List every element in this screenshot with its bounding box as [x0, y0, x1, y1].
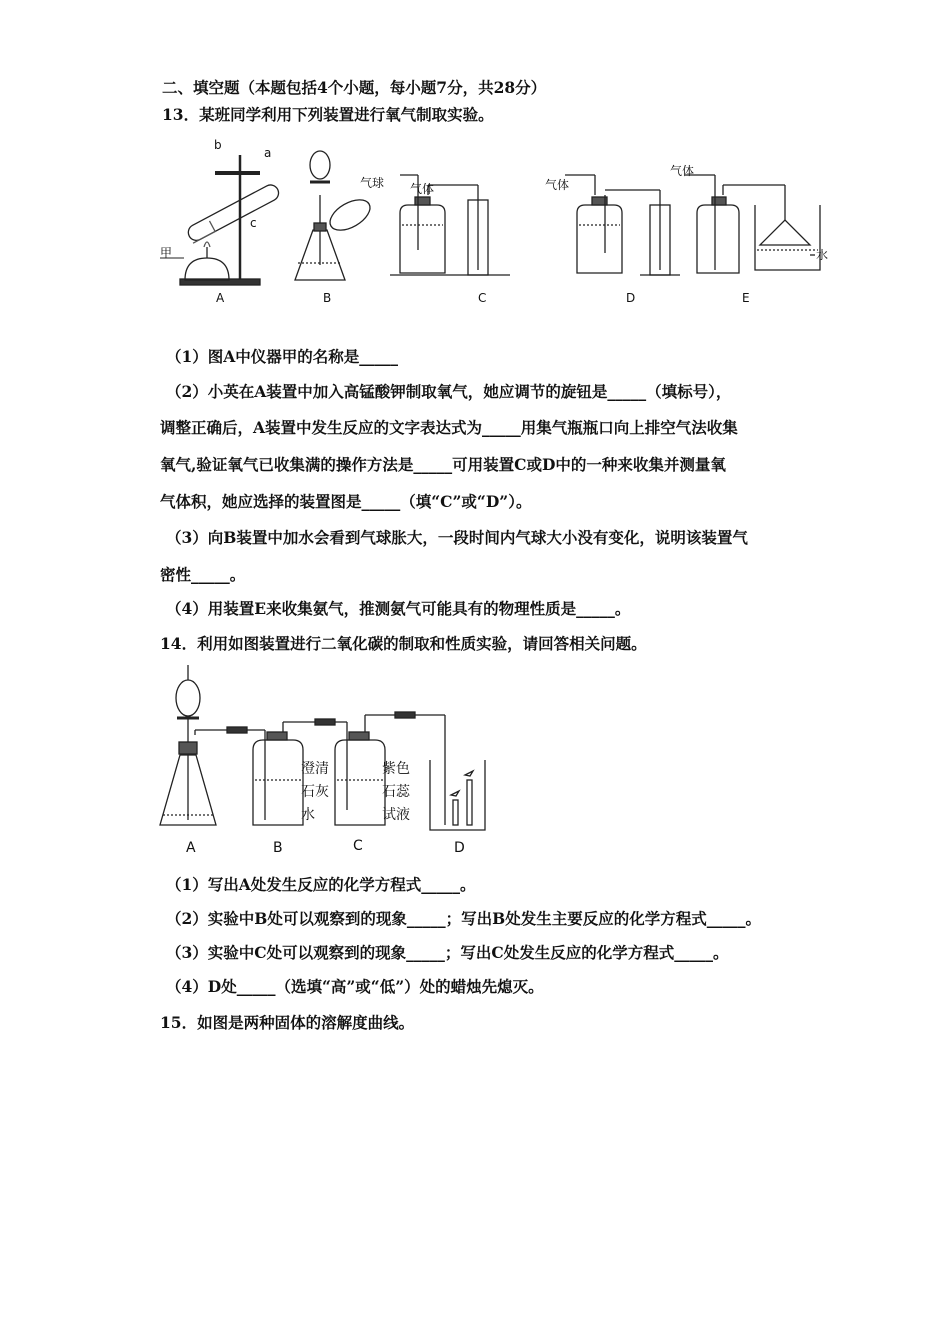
b-reagent-line1: 澄清 — [301, 761, 329, 777]
apparatus-d — [565, 175, 680, 275]
co2-generator-a — [160, 665, 265, 825]
q13-part2-line3: 氧气,验证氧气已收集满的操作方法是_____可用装置C或D中的一种来收集并测量氧 — [160, 455, 726, 474]
q13-part3-line2: 密性_____。 — [160, 565, 246, 584]
caption-c: C — [478, 291, 487, 305]
b-reagent-line2: 石灰 — [301, 784, 329, 800]
q15-stem: 15．如图是两种固体的溶解度曲线。 — [160, 1013, 415, 1032]
apparatus-e — [685, 175, 820, 273]
q13-part4: （4）用装置E来收集氨气，推测氨气可能具有的物理性质是_____。 — [166, 599, 631, 618]
label-b: b — [214, 138, 222, 152]
c-reagent-line2: 石蕊 — [382, 784, 410, 800]
q14-apparatus-figure — [155, 660, 495, 858]
apparatus-b — [295, 151, 375, 280]
label-c: c — [250, 216, 257, 230]
label-water: 水 — [816, 248, 829, 262]
label-jia: 甲 — [160, 246, 173, 260]
q13-part2-line2: 调整正确后，A装置中发生反应的文字表达式为_____用集气瓶瓶口向上排空气法收集 — [160, 418, 738, 437]
label-balloon: 气球 — [360, 176, 385, 190]
section-heading: 二、填空题（本题包括4个小题，每小题7分，共28分） — [162, 78, 547, 97]
q13-stem: 13．某班同学利用下列装置进行氧气制取实验。 — [162, 105, 494, 124]
caption-d: D — [626, 291, 636, 305]
q14-part3: （3）实验中C处可以观察到的现象_____；写出C处发生反应的化学方程式_____。 — [166, 943, 729, 962]
q14-part2: （2）实验中B处可以观察到的现象_____；写出B处发生主要反应的化学方程式_____。 — [166, 909, 761, 928]
q13-part2-line1: （2）小英在A装置中加入高锰酸钾制取氧气，她应调节的旋钮是_____（填标号）， — [166, 382, 732, 401]
caption-a: A — [216, 291, 225, 305]
q14-part1: （1）写出A处发生反应的化学方程式_____。 — [166, 875, 476, 894]
caption-c: C — [353, 838, 363, 854]
caption-b: B — [273, 840, 283, 856]
b-reagent-line3: 水 — [301, 807, 315, 823]
label-a: a — [264, 146, 272, 160]
c-reagent-line3: 试液 — [382, 807, 410, 823]
candle-beaker-d — [430, 760, 485, 830]
c-reagent-line1: 紫色 — [382, 761, 410, 777]
label-gas-d: 气体 — [545, 178, 570, 192]
q13-part2-line4: 气体积，她应选择的装置图是_____（填“C”或“D”）。 — [160, 492, 532, 511]
q13-part1: （1）图A中仪器甲的名称是_____ — [166, 347, 399, 366]
caption-d: D — [454, 840, 465, 856]
caption-e: E — [742, 291, 750, 305]
q13-apparatus-figure — [160, 135, 830, 315]
limewater-bottle-b — [253, 719, 347, 825]
q14-stem: 14．利用如图装置进行二氧化碳的制取和性质实验，请回答相关问题。 — [160, 634, 647, 653]
caption-b: B — [323, 291, 332, 305]
label-gas-e: 气体 — [670, 164, 695, 178]
apparatus-a — [160, 155, 281, 285]
q13-part3-line1: （3）向B装置中加水会看到气球胀大，一段时间内气球大小没有变化，说明该装置气 — [166, 528, 748, 547]
caption-a: A — [186, 840, 196, 856]
q14-part4: （4）D处_____（选填“高”或“低”）处的蜡烛先熄灭。 — [166, 977, 544, 996]
label-gas-c: 气体 — [410, 182, 435, 196]
apparatus-c — [390, 175, 510, 275]
